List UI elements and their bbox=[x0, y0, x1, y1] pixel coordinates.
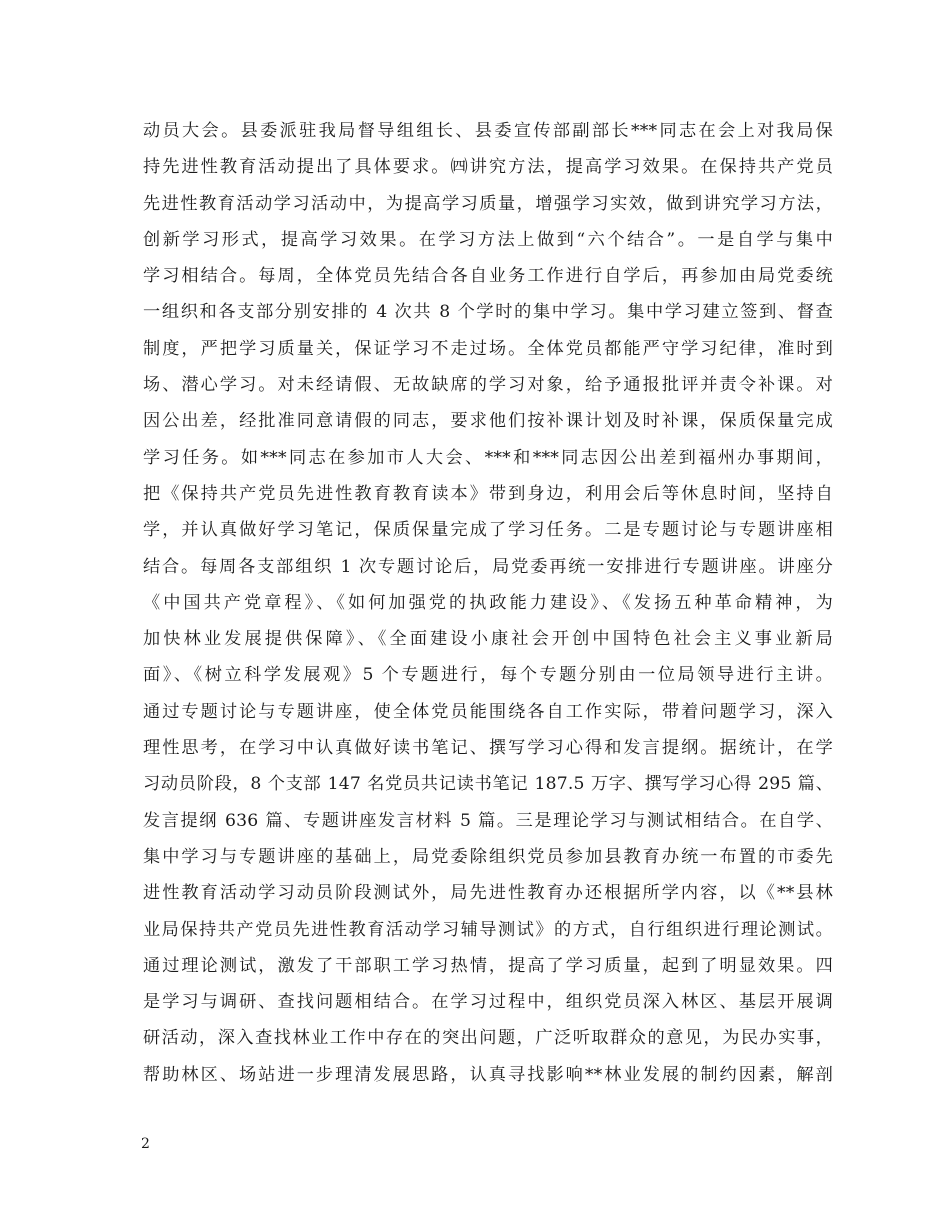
text-line: 动员大会。县委派驻我局督导组组长、县委宣传部副部长***同志在会上对我局保 bbox=[143, 121, 833, 141]
page-number: 2 bbox=[141, 1136, 150, 1152]
text-line: 场、潜心学习。对未经请假、无故缺席的学习对象，给予通报批评并责令补课。对 bbox=[143, 375, 833, 396]
text-line: 面》、《树立科学发展观》5 个专题进行，每个专题分别由一位局领导进行主讲。 bbox=[143, 665, 833, 686]
body-text bbox=[143, 113, 833, 1093]
text-line: 学习相结合。每周，全体党员先结合各自业务工作进行自学后，再参加由局党委统 bbox=[143, 266, 833, 287]
text-line: 把《保持共产党员先进性教育教育读本》带到身边，利用会后等休息时间，坚持自 bbox=[143, 483, 833, 504]
text-line: 习动员阶段，8 个支部 147 名党员共记读书笔记 187.5 万字、撰写学习心得 295 篇、 bbox=[143, 774, 833, 795]
text-line: 帮助林区、场站进一步理清发展思路，认真寻找影响**林业发展的制约因素，解剖 bbox=[143, 1064, 833, 1085]
text-line: 研活动，深入查找林业工作中存在的突出问题，广泛听取群众的意见，为民办实事， bbox=[143, 1028, 833, 1049]
text-line: 学习任务。如***同志在参加市人大会、***和***同志因公出差到福州办事期间， bbox=[143, 447, 833, 468]
text-line: 集中学习与专题讲座的基础上，局党委除组织党员参加县教育办统一布置的市委先 bbox=[143, 846, 833, 867]
text-line: 结合。每周各支部组织 1 次专题讨论后，局党委再统一安排进行专题讲座。讲座分 bbox=[143, 556, 833, 577]
text-line: 先进性教育活动学习活动中，为提高学习质量，增强学习实效，做到讲究学习方法， bbox=[143, 193, 833, 214]
text-line: 因公出差，经批准同意请假的同志，要求他们按补课计划及时补课，保质保量完成 bbox=[143, 411, 833, 432]
text-line: 创新学习形式，提高学习效果。在学习方法上做到“六个结合”。一是自学与集中 bbox=[143, 229, 833, 250]
text-line: 加快林业发展提供保障》、《全面建设小康社会开创中国特色社会主义事业新局 bbox=[143, 629, 833, 650]
text-line: 发言提纲 636 篇、专题讲座发言材料 5 篇。三是理论学习与测试相结合。在自学、 bbox=[143, 810, 833, 831]
text-line: 理性思考，在学习中认真做好读书笔记、撰写学习心得和发言提纲。据统计，在学 bbox=[143, 738, 833, 759]
text-line: 学，并认真做好学习笔记，保质保量完成了学习任务。二是专题讨论与专题讲座相 bbox=[143, 520, 833, 541]
text-line: 通过专题讨论与专题讲座，使全体党员能围绕各自工作实际，带着问题学习，深入 bbox=[143, 701, 833, 722]
text-line: 持先进性教育活动提出了具体要求。㈣讲究方法，提高学习效果。在保持共产党员 bbox=[143, 157, 833, 178]
text-line: 通过理论测试，激发了干部职工学习热情，提高了学习质量，起到了明显效果。四 bbox=[143, 955, 833, 976]
text-line: 制度，严把学习质量关，保证学习不走过场。全体党员都能严守学习纪律，准时到 bbox=[143, 338, 833, 359]
text-line: 是学习与调研、查找问题相结合。在学习过程中，组织党员深入林区、基层开展调 bbox=[143, 992, 833, 1013]
text-line: 《中国共产党章程》、《如何加强党的执政能力建设》、《发扬五种革命精神，为 bbox=[143, 592, 833, 613]
text-line: 进性教育活动学习动员阶段测试外，局先进性教育办还根据所学内容，以《**县林 bbox=[143, 883, 833, 904]
text-line: 业局保持共产党员先进性教育活动学习辅导测试》的方式，自行组织进行理论测试。 bbox=[143, 919, 833, 940]
text-line: 一组织和各支部分别安排的 4 次共 8 个学时的集中学习。集中学习建立签到、督查 bbox=[143, 302, 833, 323]
